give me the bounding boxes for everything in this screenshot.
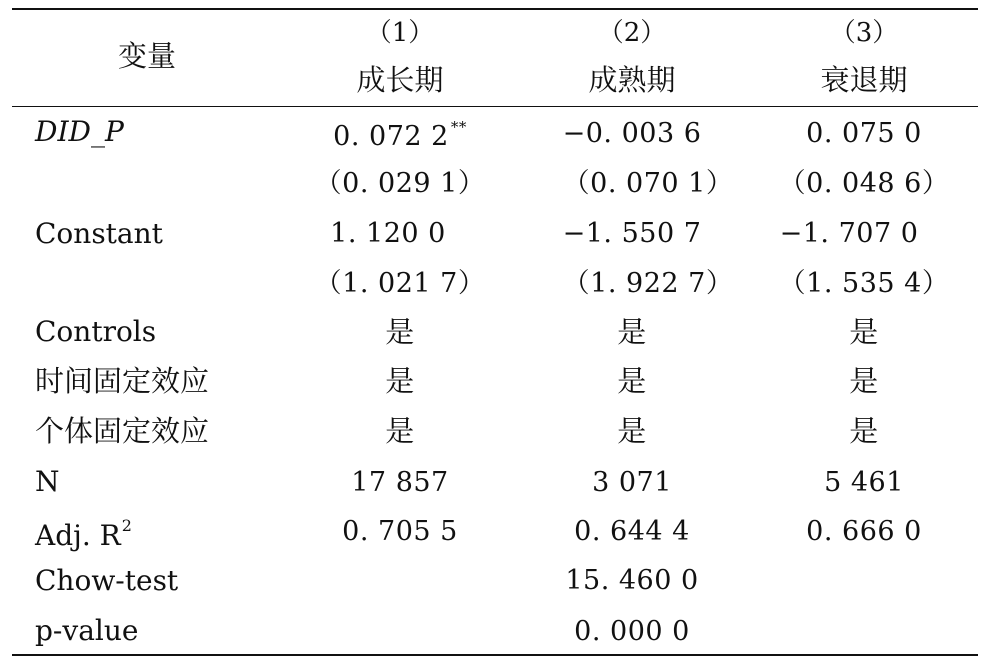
constant-se-col3: （1. 535 4） [778, 268, 950, 299]
column-1-number: （1） [365, 18, 435, 48]
significance-stars: ** [450, 118, 467, 136]
constant-col3: −1. 707 0 [779, 218, 919, 249]
constant-col2: −1. 550 7 [562, 218, 702, 249]
top-rule [12, 8, 978, 10]
n-col3: 5 461 [824, 467, 904, 498]
row-label-constant: Constant [35, 217, 163, 250]
p-value-col2: 0. 000 0 [574, 616, 690, 647]
variable-header: 变量 [118, 39, 177, 73]
controls-col1: 是 [385, 315, 415, 349]
did-p-col1-value: 0. 072 2 [333, 121, 449, 152]
constant-col1: 1. 120 0 [330, 218, 446, 249]
column-3-number: （3） [829, 18, 899, 48]
constant-se-col1: （1. 021 7） [314, 268, 486, 299]
constant-se-col2: （1. 922 7） [562, 268, 734, 299]
row-label-p-value: p-value [35, 614, 139, 647]
controls-col3: 是 [849, 315, 879, 349]
did-p-se-col3: （0. 048 6） [778, 168, 950, 199]
individual-fe-col3: 是 [849, 414, 879, 448]
n-col1: 17 857 [351, 467, 449, 498]
row-label-individual-fe: 个体固定效应 [35, 414, 210, 448]
row-label-controls: Controls [35, 315, 157, 348]
adj-r2-col3: 0. 666 0 [806, 516, 922, 547]
did-p-col1 [333, 120, 467, 150]
time-fe-col1: 是 [385, 364, 415, 398]
chow-test-col2: 15. 460 0 [565, 565, 699, 596]
bottom-rule [12, 654, 978, 656]
r-squared-superscript: 2 [121, 516, 132, 535]
individual-fe-col2: 是 [617, 414, 647, 448]
individual-fe-col1: 是 [385, 414, 415, 448]
column-3-name: 衰退期 [820, 63, 908, 97]
row-label-did-p: DID_P [35, 115, 124, 148]
controls-col2: 是 [617, 315, 647, 349]
row-label-time-fe: 时间固定效应 [35, 364, 210, 398]
did-p-col3: 0. 075 0 [806, 118, 922, 149]
row-label-adj-r2 [35, 518, 132, 550]
time-fe-col3: 是 [849, 364, 879, 398]
column-1-name: 成长期 [356, 63, 444, 97]
did-p-se-col1: （0. 029 1） [314, 168, 486, 199]
adj-r2-col2: 0. 644 4 [574, 516, 690, 547]
adj-r-label: Adj. R [35, 519, 121, 552]
did-p-se-col2: （0. 070 1） [562, 168, 734, 199]
did-p-col2: −0. 003 6 [562, 118, 702, 149]
column-2-name: 成熟期 [588, 63, 676, 97]
adj-r2-col1: 0. 705 5 [342, 516, 458, 547]
row-label-chow-test: Chow-test [35, 564, 179, 597]
time-fe-col2: 是 [617, 364, 647, 398]
column-2-number: （2） [597, 18, 667, 48]
row-label-n: N [35, 465, 60, 498]
n-col2: 3 071 [592, 467, 672, 498]
header-rule [12, 106, 978, 107]
